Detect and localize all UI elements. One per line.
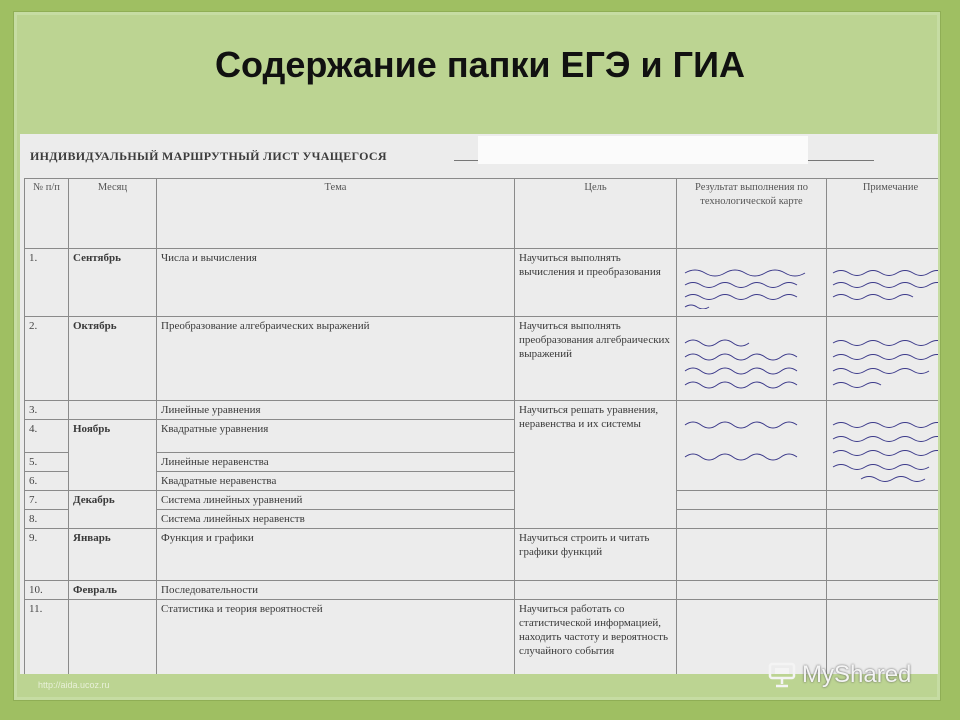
handwritten-note [827,317,939,401]
result-cell [677,529,827,581]
note-cell [827,529,939,581]
note-cell [827,581,939,600]
row-topic: Система линейных уравнений [157,491,515,510]
result-cell [677,491,827,510]
row-goal: Научиться решать уравнения, неравенства и их системы [515,401,677,529]
row-num: 6. [25,472,69,491]
handwriting-scribble [681,265,821,309]
table-row [25,317,939,401]
handwriting-scribble [831,265,938,309]
row-num: 4. [25,420,69,453]
route-table [24,178,938,674]
myshared-logo [768,658,911,692]
row-month [69,600,157,675]
handwritten-result [677,317,827,401]
table-row [25,529,939,581]
handwritten-result [677,249,827,317]
row-month: Сентябрь [69,249,157,317]
handwriting-scribble [681,333,821,393]
col-header-note: Примечание [827,179,939,249]
result-cell [677,510,827,529]
row-month: Декабрь [69,491,157,529]
handwritten-result [677,401,827,491]
handwritten-note [827,401,939,491]
row-num: 10. [25,581,69,600]
col-header-goal: Цель [515,179,677,249]
row-month: Февраль [69,581,157,600]
row-topic: Преобразование алгебраических выражений [157,317,515,401]
page-title: Содержание папки ЕГЭ и ГИА [215,44,745,85]
col-header-topic: Тема [157,179,515,249]
handwriting-scribble [831,417,938,483]
row-num: 1. [25,249,69,317]
handwriting-scribble [681,417,821,471]
row-topic: Линейные уравнения [157,401,515,420]
document-scan [20,134,938,674]
row-goal: Научиться строить и читать графики функций [515,529,677,581]
table-header-row [25,179,939,249]
row-topic: Квадратные неравенства [157,472,515,491]
row-num: 7. [25,491,69,510]
row-goal: Научиться работать со статистической информацией, находить частоту и вероятность случайного события [515,600,677,675]
table-row [25,510,939,529]
row-goal: Научиться выполнять преобразования алгебраических выражений [515,317,677,401]
note-cell [827,491,939,510]
row-num: 3. [25,401,69,420]
sheet-heading: ИНДИВИДУАЛЬНЫЙ МАРШРУТНЫЙ ЛИСТ УЧАЩЕГОСЯ [30,149,387,163]
table-row [25,581,939,600]
row-num: 8. [25,510,69,529]
row-month: Октябрь [69,317,157,401]
col-header-month: Месяц [69,179,157,249]
row-topic: Система линейных неравенств [157,510,515,529]
row-topic: Статистика и теория вероятностей [157,600,515,675]
col-header-result: Результат выполнения по технологической карте [677,179,827,249]
row-month: Ноябрь [69,420,157,491]
note-cell [827,510,939,529]
row-topic: Последовательности [157,581,515,600]
source-url: http://aida.ucoz.ru [38,680,110,690]
col-header-num: № п/п [25,179,69,249]
row-goal [515,581,677,600]
handwritten-note [827,249,939,317]
row-topic: Линейные неравенства [157,453,515,472]
row-topic: Числа и вычисления [157,249,515,317]
row-topic: Квадратные уравнения [157,420,515,453]
result-cell [677,581,827,600]
row-goal: Научиться выполнять вычисления и преобразования [515,249,677,317]
table-row [25,491,939,510]
handwriting-scribble [831,333,938,393]
table-row [25,249,939,317]
redacted-name [478,136,808,164]
table-row [25,401,939,420]
row-topic: Функция и графики [157,529,515,581]
row-month [69,401,157,420]
row-num: 9. [25,529,69,581]
row-num: 11. [25,600,69,675]
brand-name: MyShared [802,661,912,688]
row-num: 5. [25,453,69,472]
row-month: Январь [69,529,157,581]
row-num: 2. [25,317,69,401]
presentation-icon [768,662,796,688]
